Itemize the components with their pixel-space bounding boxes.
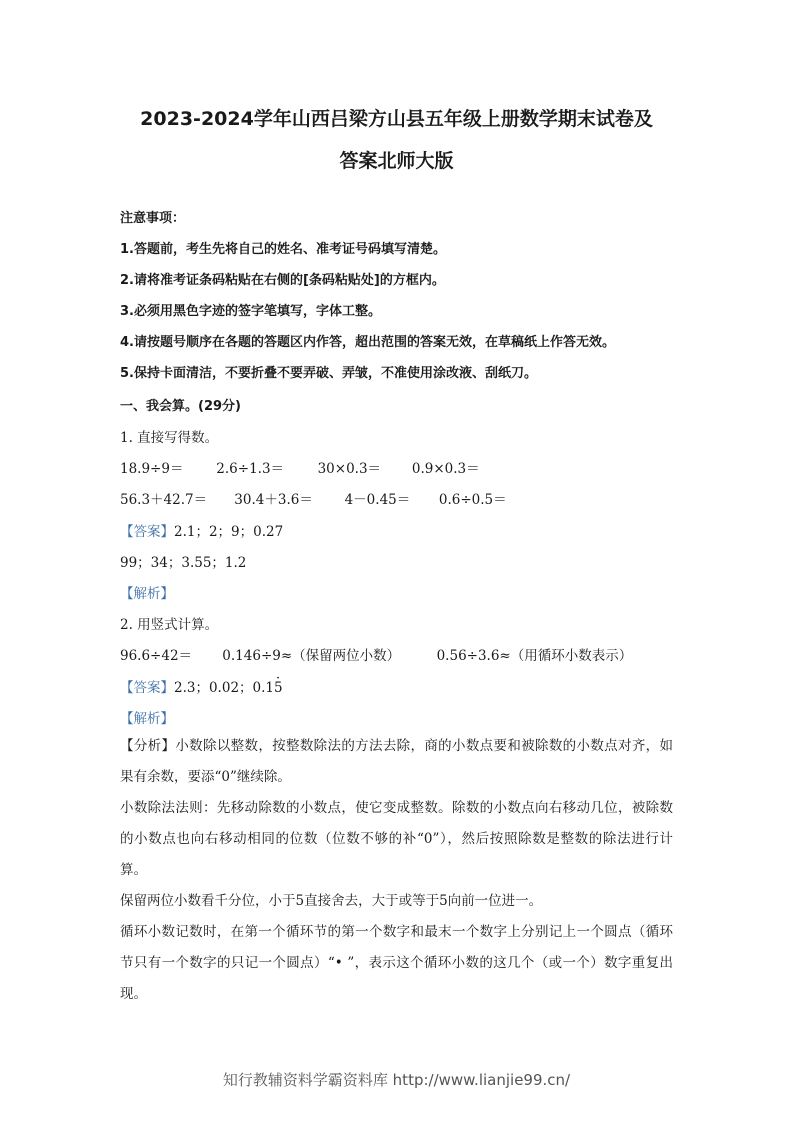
- notice-heading: 注意事项：: [120, 211, 186, 226]
- answer-text: 2.3；0.02；0.1: [174, 680, 274, 696]
- question-1-row-2: [120, 488, 507, 508]
- expression: 18.9÷9＝: [120, 461, 184, 477]
- analysis-text: 小数除以整数，按整数除法的方法去除，商的小数点要和被除数的小数点对齐，如果有余数，要添“0”继续除。: [120, 738, 674, 785]
- expression: 30.4＋3.6＝: [234, 492, 313, 508]
- notice-item-5: 5.保持卡面清洁，不要折叠不要弄破、弄皱，不准使用涂改液、刮纸刀。: [120, 366, 537, 381]
- answer-tag: 【答案】: [120, 680, 174, 696]
- notice-item-3: 3.必须用黑色字迹的签字笔填写，字体工整。: [120, 304, 381, 319]
- expression: 0.146÷9≈（保留两位小数）: [222, 648, 401, 664]
- footer-watermark: 知行教辅资料学霸资料库 http://www.lianjie99.cn/: [222, 1071, 571, 1089]
- analysis-label: 【分析】: [120, 738, 176, 754]
- question-1-answer-line-2: 99；34；3.55；1.2: [120, 555, 247, 571]
- expression: 96.6÷42＝: [120, 648, 193, 664]
- question-2-analysis-tag: 【解析】: [120, 711, 174, 727]
- analysis-paragraph-1: [120, 731, 673, 793]
- question-1-row-1: [120, 457, 480, 477]
- question-2-answer: [120, 676, 283, 696]
- repeating-digit: 5 ·: [274, 680, 283, 696]
- question-2-prompt: 2. 用竖式计算。: [120, 617, 219, 633]
- expression: 0.56÷3.6≈（用循环小数表示）: [436, 648, 633, 664]
- notice-item-4: 4.请按题号顺序在各题的答题区内作答，超出范围的答案无效，在草稿纸上作答无效。: [120, 335, 615, 350]
- expression: 2.6÷1.3＝: [216, 461, 285, 477]
- answer-text: 2.1；2；9；0.27: [174, 524, 284, 540]
- expression: 4－0.45＝: [344, 492, 411, 508]
- notice-item-2: 2.请将准考证条码粘贴在右侧的[条码粘贴处]的方框内。: [120, 273, 445, 288]
- expression: 56.3＋42.7＝: [120, 492, 208, 508]
- expression: 0.6÷0.5＝: [438, 492, 507, 508]
- expression: 30×0.3＝: [317, 461, 382, 477]
- analysis-paragraph-4: 循环小数记数时，在第一个循环节的第一个数字和最末一个数字上分别记上一个圆点（循环节只有一个数字的只记一个圆点）“• ”，表示这个循环小数的这几个（或一个）数字重复出现。: [120, 924, 673, 1002]
- question-2-row: [120, 644, 632, 664]
- document-title-line1: 2023-2024学年山西吕梁方山县五年级上册数学期末试卷及: [140, 108, 653, 130]
- question-1-prompt: 1. 直接写得数。: [120, 430, 219, 446]
- notice-item-1: 1.答题前，考生先将自己的姓名、准考证号码填写清楚。: [120, 242, 446, 257]
- answer-tag: 【答案】: [120, 524, 174, 540]
- section-heading: 一、我会算。(29分): [120, 399, 241, 414]
- question-1-analysis-tag: 【解析】: [120, 586, 174, 602]
- question-1-answer: [120, 520, 283, 540]
- analysis-paragraph-2: 小数除法法则：先移动除数的小数点，使它变成整数。除数的小数点向右移动几位，被除数的小数点也向右移动相同的位数（位数不够的补“0”），然后按照除数是整数的除法进行计算。: [120, 800, 673, 878]
- document-title-line2: 答案北师大版: [339, 150, 454, 172]
- analysis-paragraph-3: 保留两位小数看千分位，小于5直接舍去，大于或等于5向前一位进一。: [120, 893, 543, 909]
- expression: 0.9×0.3＝: [411, 461, 480, 477]
